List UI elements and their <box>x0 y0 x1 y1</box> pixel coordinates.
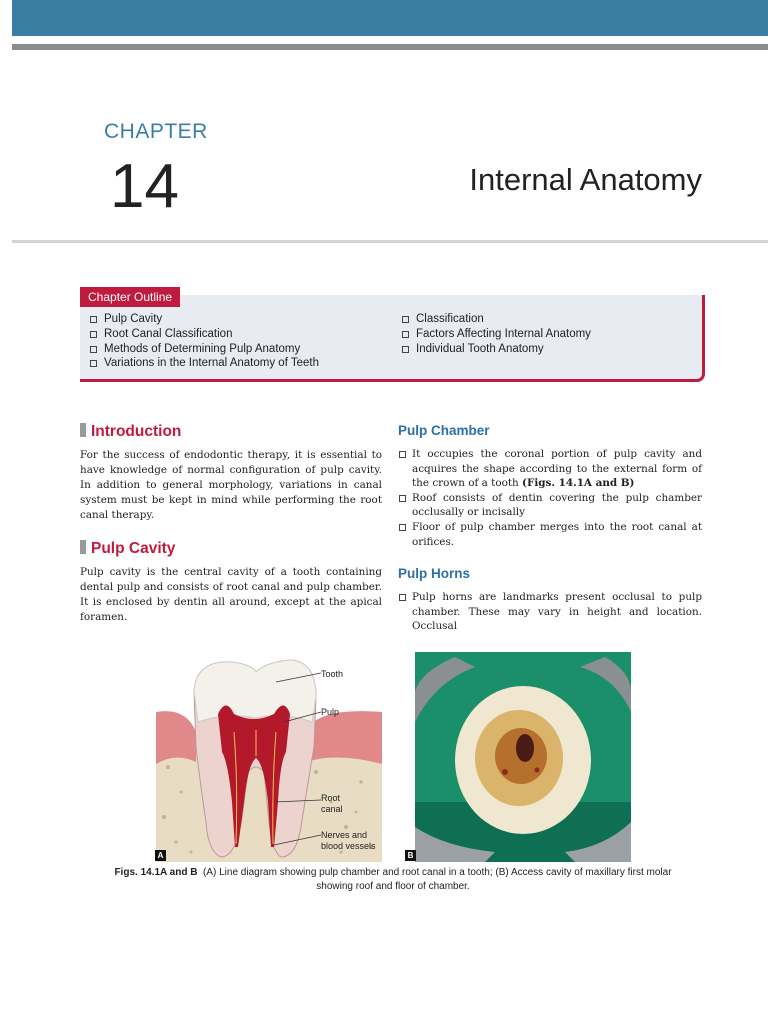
header-bar <box>12 0 768 36</box>
figure-caption: Figs. 14.1A and B (A) Line diagram showing pulp chamber and root canal in a tooth; (B) Access cavity of maxillary first molar showing roof and floor of chamber. <box>114 867 672 892</box>
heading-marker-icon <box>80 423 86 437</box>
checkbox-icon <box>90 346 97 353</box>
outline-item: Methods of Determining Pulp Anatomy <box>88 342 319 357</box>
checkbox-icon <box>402 346 409 353</box>
introduction-heading: Introduction <box>80 423 181 441</box>
outline-item: Factors Affecting Internal Anatomy <box>400 327 591 342</box>
header-subbar <box>12 44 768 50</box>
outline-item: Variations in the Internal Anatomy of Teeth <box>88 356 319 371</box>
pulp-chamber-list <box>398 447 702 549</box>
outline-list-left <box>88 312 319 371</box>
checkbox-icon <box>399 594 406 601</box>
figure-a-tag: A <box>155 850 166 861</box>
figure-b-tag: B <box>405 850 416 861</box>
outline-list-right <box>400 312 591 356</box>
list-item: Pulp horns are landmarks present occlusal to pulp chamber. These may vary in height and location. Occlusal <box>398 590 702 634</box>
label-pulp: Pulp <box>321 707 340 717</box>
chapter-label: CHAPTER <box>104 120 208 143</box>
divider <box>12 240 768 243</box>
outline-item: Classification <box>400 312 591 327</box>
chapter-number: 14 <box>110 152 179 221</box>
label-tooth: Tooth <box>321 669 344 679</box>
checkbox-icon <box>399 524 406 531</box>
pulp-horns-list <box>398 590 702 634</box>
list-item: Floor of pulp chamber merges into the root canal at orifices. <box>398 520 702 549</box>
outline-item: Individual Tooth Anatomy <box>400 342 591 357</box>
tooth-diagram <box>156 652 382 862</box>
outline-item: Root Canal Classification <box>88 327 319 342</box>
checkbox-icon <box>399 451 406 458</box>
checkbox-icon <box>90 360 97 367</box>
pulp-chamber-heading: Pulp Chamber <box>398 423 490 438</box>
pulp-horns-heading: Pulp Horns <box>398 566 471 581</box>
list-item: It occupies the coronal portion of pulp cavity and acquires the shape according to the external form of the crown of a tooth (Figs. 14.1A and B) <box>398 447 702 491</box>
access-cavity-photo <box>415 652 631 862</box>
list-item: Roof consists of dentin covering the pulp chamber occlusally or incisally <box>398 491 702 520</box>
introduction-text: For the success of endodontic therapy, it is essential to have knowledge of normal configuration of pulp cavity. In addition to general morphology, variations in canal system must be kept in mind while performing the root canal therapy. <box>80 449 382 521</box>
figure-reference: (Figs. 14.1A and B) <box>522 477 635 490</box>
chapter-title: Internal Anatomy <box>469 162 702 197</box>
outline-item: Pulp Cavity <box>88 312 319 327</box>
label-nerves: Nerves and <box>321 830 368 840</box>
checkbox-icon <box>402 331 409 338</box>
checkbox-icon <box>90 331 97 338</box>
pulp-cavity-text: Pulp cavity is the central cavity of a tooth containing dental pulp and consists of root canal and pulp chamber. It is enclosed by dentin all around, except at the apical foramen. <box>80 566 382 623</box>
checkbox-icon <box>399 495 406 502</box>
label-canal: canal <box>321 804 343 814</box>
checkbox-icon <box>402 316 409 323</box>
pulp-cavity-heading: Pulp Cavity <box>80 540 175 558</box>
chapter-outline-tag: Chapter Outline <box>80 287 180 307</box>
heading-marker-icon <box>80 540 86 554</box>
checkbox-icon <box>90 316 97 323</box>
label-vessels: blood vessels <box>321 841 376 851</box>
label-root: Root <box>321 793 341 803</box>
